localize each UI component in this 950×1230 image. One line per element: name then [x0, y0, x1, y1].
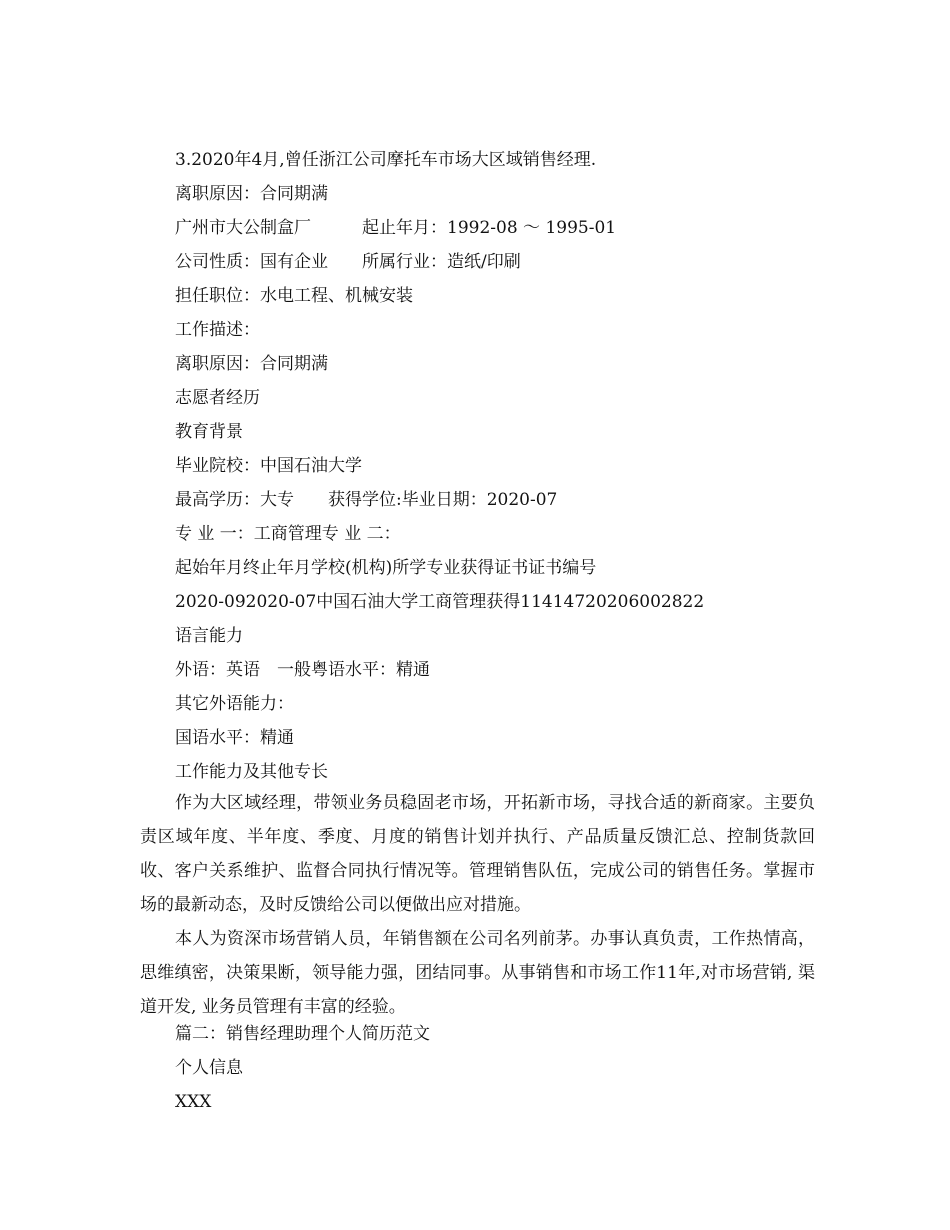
section-heading-volunteer: 志愿者经历 — [175, 388, 260, 408]
position-line: 担任职位：水电工程、机械安装 — [175, 286, 413, 306]
resign-reason-line: 离职原因：合同期满 — [175, 184, 328, 204]
employer-period-line: 广州市大公制盒厂 起止年月：1992-08 ～ 1995-01 — [175, 218, 617, 238]
section-heading-education: 教育背景 — [175, 422, 243, 442]
major-line: 专 业 一：工商管理专 业 二： — [175, 524, 401, 544]
education-table-header: 起始年月终止年月学校(机构)所学专业获得证书证书编号 — [175, 558, 597, 578]
section-heading-skills: 工作能力及其他专长 — [175, 762, 328, 782]
other-language-line: 其它外语能力： — [175, 694, 294, 714]
degree-line: 最高学历：大专 获得学位:毕业日期：2020-07 — [175, 490, 558, 510]
name-placeholder: XXX — [175, 1092, 212, 1112]
job-description-line: 工作描述： — [175, 320, 260, 340]
self-assessment-paragraph: 本人为资深市场营销人员，年销售额在公司名列前茅。办事认真负责，工作热情高，思维缜密，决策果断，领导能力强，团结同事。从事销售和市场工作11年,对市场营销, 渠道开发, 业务员管理有丰富的经验。 — [140, 929, 815, 1017]
mandarin-line: 国语水平：精通 — [175, 728, 294, 748]
foreign-language-line: 外语：英语 一般粤语水平：精通 — [175, 660, 430, 680]
school-line: 毕业院校：中国石油大学 — [175, 456, 362, 476]
education-table-row: 2020-092020-07中国石油大学工商管理获得11414720206002822 — [175, 592, 705, 612]
skills-paragraph: 作为大区域经理，带领业务员稳固老市场，开拓新市场，寻找合适的新商家。主要负责区域年度、半年度、季度、月度的销售计划并执行、产品质量反馈汇总、控制货款回收、客户关系维护、监督合同执行情况等。管理销售队伍，完成公司的销售任务。掌握市场的最新动态，及时反馈给公司以便做出应对措施。 — [140, 793, 815, 915]
resign-reason-line: 离职原因：合同期满 — [175, 354, 328, 374]
section-heading-language: 语言能力 — [175, 626, 243, 646]
work-history-line: 3.2020年4月,曾任浙江公司摩托车市场大区域销售经理. — [175, 150, 597, 170]
section-heading-personal-info: 个人信息 — [175, 1058, 243, 1078]
company-nature-line: 公司性质：国有企业 所属行业：造纸/印刷 — [175, 252, 521, 272]
chapter-heading: 篇二：销售经理助理个人简历范文 — [175, 1024, 430, 1044]
